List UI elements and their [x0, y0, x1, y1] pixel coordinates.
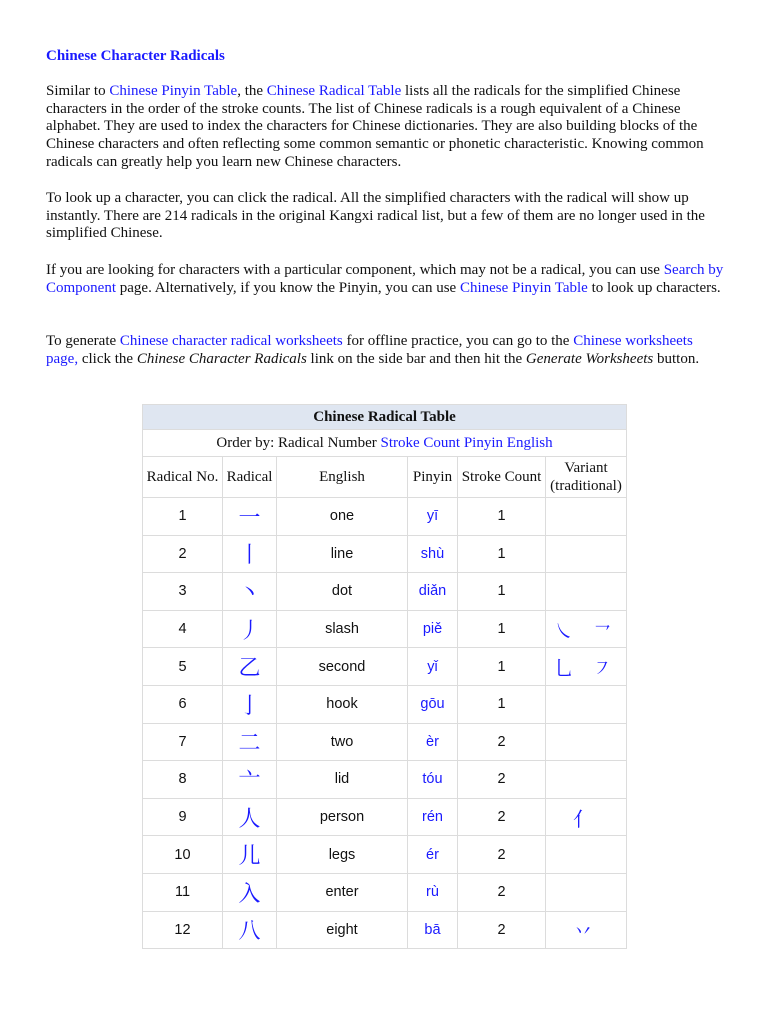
radical-number-cell [143, 761, 223, 799]
english-cell [277, 648, 408, 686]
table-row [143, 836, 627, 874]
radical-link[interactable]: 二 [238, 731, 261, 757]
variant-link[interactable]: 丷 [573, 919, 599, 944]
radical-number-cell [143, 573, 223, 611]
english-cell: person [319, 809, 365, 826]
text: If you are looking for characters with a particular component, which may not be a radical, you can use [46, 262, 664, 278]
english-cell [277, 573, 408, 611]
radical-link[interactable]: 乙 [238, 656, 261, 682]
pinyin-cell [408, 761, 458, 799]
stroke-count-cell: 1 [497, 696, 506, 713]
table-row [143, 648, 627, 686]
radical-number-cell: 1 [178, 508, 187, 525]
variant-cell [546, 723, 627, 761]
order-by-pinyin-link[interactable]: Pinyin [463, 434, 504, 451]
table-row [143, 573, 627, 611]
radical-worksheets-link[interactable]: Chinese character radical worksheets [119, 333, 343, 349]
pinyin-link[interactable]: yǐ [427, 658, 438, 675]
english-cell: second [318, 658, 366, 675]
variant-cell [546, 685, 627, 723]
stroke-count-cell [458, 911, 546, 949]
english-cell: legs [328, 846, 356, 863]
radical-cell [223, 723, 277, 761]
english-cell: lid [334, 771, 350, 788]
lookup-paragraph: To look up a character, you can click the radical. All the simplified characters with the radical will show up instantly. There are 214 radicals in the original Kangxi radical list, but a few of them are no longer used in the simplified Chinese. [46, 190, 705, 242]
radical-cell [223, 685, 277, 723]
stroke-count-cell: 1 [497, 583, 506, 600]
english-cell [277, 873, 408, 911]
variant-cell [546, 836, 627, 874]
intro-paragraph [46, 83, 726, 172]
pinyin-link[interactable]: bā [424, 921, 441, 938]
variant-cell [546, 573, 627, 611]
pinyin-link[interactable]: rù [426, 884, 439, 901]
stroke-count-cell: 1 [497, 545, 506, 562]
component-paragraph [46, 262, 726, 297]
pinyin-cell [408, 535, 458, 573]
stroke-count-cell: 1 [497, 658, 506, 675]
radical-number-cell [143, 836, 223, 874]
stroke-count-cell [458, 798, 546, 836]
english-cell: hook [326, 696, 358, 713]
radical-cell [223, 648, 277, 686]
english-cell: dot [331, 583, 353, 600]
variant-link[interactable]: 亻 [573, 806, 599, 831]
order-by-row [143, 430, 627, 457]
stroke-count-cell: 2 [497, 771, 506, 788]
stroke-count-cell [458, 535, 546, 573]
table-row [143, 873, 627, 911]
table-caption: Chinese Radical Table [143, 405, 627, 430]
pinyin-link[interactable]: diǎn [418, 583, 447, 600]
stroke-count-cell [458, 610, 546, 648]
text: Similar to [46, 83, 110, 99]
pinyin-cell [408, 610, 458, 648]
english-cell [277, 685, 408, 723]
table-row [143, 535, 627, 573]
order-by-english-link[interactable]: English [506, 434, 553, 451]
stroke-count-cell [458, 873, 546, 911]
english-cell: two [330, 733, 354, 750]
stroke-count-cell [458, 761, 546, 799]
radical-number-cell: 9 [178, 809, 187, 826]
english-cell [277, 610, 408, 648]
radical-number-cell [143, 685, 223, 723]
table-row [143, 498, 627, 536]
english-cell: one [329, 508, 355, 525]
pinyin-cell [408, 911, 458, 949]
radical-link[interactable]: 亠 [238, 768, 261, 794]
table-row [143, 911, 627, 949]
english-cell [277, 498, 408, 536]
pinyin-link[interactable]: tóu [422, 771, 443, 788]
chinese-worksheets-page-link[interactable]: Chinese worksheets page, [46, 333, 693, 367]
radical-table [142, 404, 627, 949]
table-row [143, 761, 627, 799]
pinyin-link[interactable]: gōu [420, 696, 445, 713]
table-row [143, 610, 627, 648]
pinyin-cell [408, 798, 458, 836]
text: lists all the radicals for the simplified Chinese characters in the order of the stroke counts. The list of Chinese radicals is a rough equivalent of a Chinese alphabet. They are used to index the characters for Chinese dictionaries. They are also building blocks of the Chinese characters and often reflecting some common semantic or phonetic characteristic. Knowing common radicals can greatly help you learn new Chinese characters. [46, 83, 704, 170]
stroke-count-cell: 1 [497, 508, 506, 525]
radical-number-cell [143, 535, 223, 573]
worksheets-paragraph [46, 333, 726, 368]
radical-link[interactable]: 亅 [238, 693, 261, 719]
english-cell: enter [325, 884, 359, 901]
radical-number-cell: 7 [178, 733, 187, 750]
english-cell [277, 911, 408, 949]
stroke-count-cell: 1 [497, 621, 506, 638]
stroke-count-cell: 2 [497, 846, 506, 863]
text: for offline practice, you can go to the [342, 333, 574, 349]
text: , the [237, 83, 267, 99]
radical-cell [223, 911, 277, 949]
stroke-count-cell: 2 [497, 921, 506, 938]
order-by-label: Order by: Radical Number [216, 434, 377, 451]
text: button. [653, 350, 700, 367]
english-cell [277, 535, 408, 573]
variant-cell [546, 535, 627, 573]
radical-link[interactable]: 一 [238, 505, 261, 531]
radical-number-cell: 3 [178, 583, 187, 600]
pinyin-link[interactable]: piě [422, 621, 443, 638]
variant-link[interactable]: 乚 ㇇ [553, 656, 619, 681]
radical-number-cell: 10 [174, 846, 191, 863]
emphasis-text: Chinese Character Radicals [136, 350, 307, 367]
variant-cell [546, 498, 627, 536]
text: link on the side bar and then hit the [306, 350, 526, 367]
radical-cell [223, 610, 277, 648]
table-row [143, 723, 627, 761]
radical-number-cell: 11 [174, 884, 191, 901]
stroke-count-cell [458, 648, 546, 686]
variant-cell [546, 648, 627, 686]
table-row [143, 798, 627, 836]
pinyin-link[interactable]: ér [426, 846, 439, 863]
radical-link[interactable]: 人 [238, 806, 261, 832]
english-cell [277, 723, 408, 761]
pinyin-link[interactable]: rén [422, 809, 443, 826]
variant-cell [546, 610, 627, 648]
radical-link[interactable]: 八 [238, 919, 261, 945]
header-radical: Radical [223, 457, 277, 498]
radical-number-cell [143, 723, 223, 761]
radical-cell [223, 535, 277, 573]
chinese-pinyin-table-link[interactable]: Chinese Pinyin Table [109, 83, 238, 99]
header-stroke-count: Stroke Count [458, 457, 546, 498]
pinyin-link[interactable]: shù [420, 545, 445, 562]
stroke-count-cell [458, 685, 546, 723]
pinyin-cell [408, 685, 458, 723]
stroke-count-cell [458, 498, 546, 536]
emphasis-text: Generate Worksheets [525, 350, 654, 367]
radical-number-cell: 4 [178, 621, 187, 638]
order-by-stroke-count-link[interactable]: Stroke Count [380, 434, 461, 451]
radical-number-cell: 12 [174, 921, 191, 938]
variant-cell [546, 873, 627, 911]
radical-link[interactable]: 入 [238, 881, 261, 907]
pinyin-cell [408, 648, 458, 686]
radical-number-cell: 2 [178, 545, 187, 562]
stroke-count-cell: 2 [497, 884, 506, 901]
radical-number-cell: 6 [178, 696, 187, 713]
variant-cell [546, 911, 627, 949]
radical-table-container [142, 404, 626, 949]
pinyin-link[interactable]: èr [426, 733, 439, 750]
chinese-pinyin-table-link-2[interactable]: Chinese Pinyin Table [459, 279, 588, 296]
variant-link[interactable]: ㇏ ㇖ [553, 618, 619, 643]
radical-number-cell: 5 [178, 658, 187, 675]
page-title: Chinese Character Radicals [46, 48, 225, 64]
english-cell [277, 798, 408, 836]
header-english: English [277, 457, 408, 498]
header-pinyin: Pinyin [408, 457, 458, 498]
radical-cell [223, 498, 277, 536]
stroke-count-cell: 2 [497, 809, 506, 826]
stroke-count-cell [458, 573, 546, 611]
english-cell: eight [326, 921, 358, 938]
english-cell [277, 836, 408, 874]
pinyin-cell [408, 723, 458, 761]
radical-link[interactable]: 儿 [238, 844, 261, 870]
text: page. Alternatively, if you know the Pinyin, you can use [116, 279, 460, 296]
radical-number-cell [143, 798, 223, 836]
stroke-count-cell [458, 836, 546, 874]
radical-number-cell: 8 [178, 771, 187, 788]
pinyin-cell [408, 498, 458, 536]
chinese-radical-table-link[interactable]: Chinese Radical Table [266, 83, 402, 99]
search-by-component-link[interactable]: Search by Component [46, 262, 724, 296]
radical-number-cell [143, 610, 223, 648]
pinyin-cell [408, 573, 458, 611]
radical-number-cell [143, 498, 223, 536]
table-row [143, 685, 627, 723]
radical-number-cell [143, 911, 223, 949]
text: To generate [46, 333, 120, 349]
variant-cell [546, 761, 627, 799]
table-header-row [143, 457, 627, 498]
radical-link[interactable]: 丶 [238, 580, 261, 606]
radical-number-cell [143, 873, 223, 911]
radical-link[interactable]: 丨 [238, 543, 261, 569]
english-cell: slash [325, 621, 359, 638]
pinyin-cell [408, 873, 458, 911]
pinyin-link[interactable]: yī [426, 508, 439, 525]
stroke-count-cell: 2 [497, 733, 506, 750]
text: to look up characters. [587, 279, 721, 296]
english-cell [277, 761, 408, 799]
english-cell: line [330, 545, 354, 562]
text: click the [78, 350, 137, 367]
radical-cell [223, 573, 277, 611]
variant-cell [546, 798, 627, 836]
radical-cell [223, 836, 277, 874]
header-radical-no: Radical No. [143, 457, 223, 498]
pinyin-cell [408, 836, 458, 874]
radical-cell [223, 798, 277, 836]
stroke-count-cell [458, 723, 546, 761]
radical-cell [223, 873, 277, 911]
radical-link[interactable]: 丿 [238, 618, 261, 644]
radical-cell [223, 761, 277, 799]
radical-number-cell [143, 648, 223, 686]
header-variant: Variant (traditional) [546, 457, 627, 498]
